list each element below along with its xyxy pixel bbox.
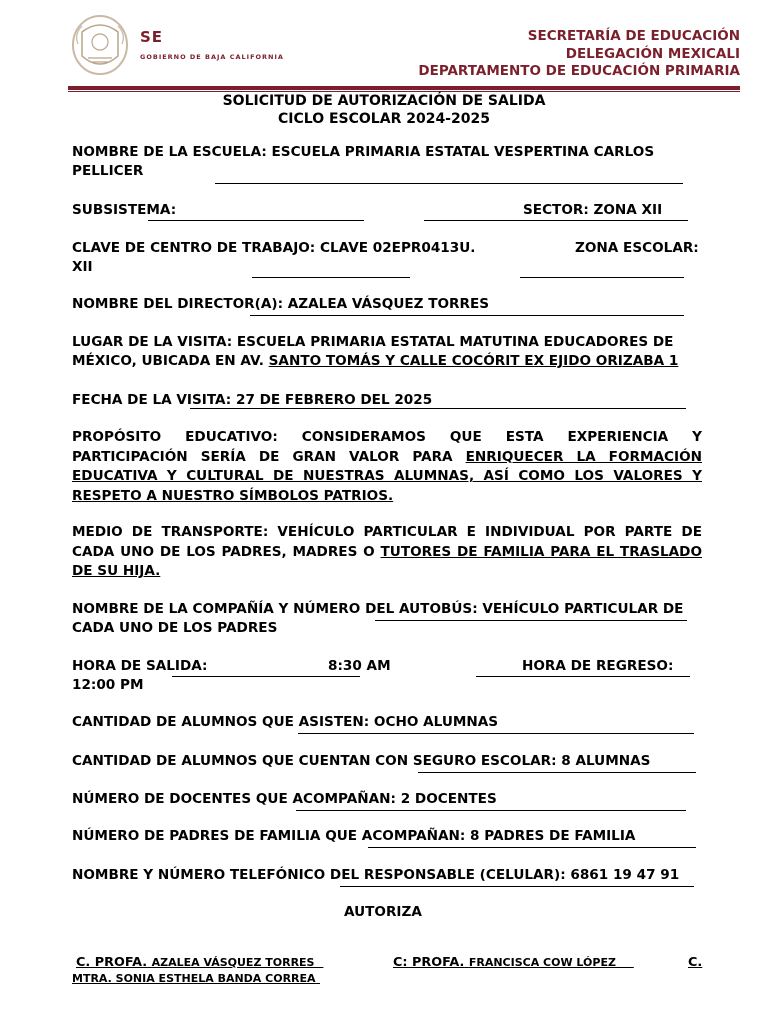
field-director: NOMBRE DEL DIRECTOR(A): AZALEA VÁSQUEZ TORRES bbox=[72, 296, 490, 312]
signature-2-prefix: C: PROFA. bbox=[393, 955, 465, 970]
dept-line-3: DEPARTAMENTO DE EDUCACIÓN PRIMARIA bbox=[418, 63, 740, 79]
dept-line-1: SECRETARÍA DE EDUCACIÓN bbox=[527, 28, 740, 44]
document-subtitle: CICLO ESCOLAR 2024-2025 bbox=[278, 111, 490, 127]
state-seal-logo bbox=[70, 14, 130, 76]
underline-return bbox=[476, 676, 690, 677]
purpose-text: PROPÓSITO EDUCATIVO: CONSIDERAMOS QUE ESTA EXPERIENCIA Y PARTICIPACIÓN SERÍA DE GRAN VALOR PARA bbox=[72, 429, 702, 465]
signature-1 bbox=[76, 954, 323, 971]
field-responsible: NOMBRE Y NÚMERO TELEFÓNICO DEL RESPONSABLE (CELULAR): 6861 19 47 91 bbox=[72, 867, 680, 883]
field-purpose bbox=[72, 428, 702, 506]
field-departure-value: 8:30 AM bbox=[328, 658, 391, 674]
field-bus-1: NOMBRE DE LA COMPAÑÍA Y NÚMERO DEL AUTOBÚS: VEHÍCULO PARTICULAR DE bbox=[72, 601, 684, 617]
department-block bbox=[418, 28, 740, 81]
purpose-text-underlined: ENRIQUECER LA FORMACIÓN EDUCATIVA Y CULTURAL DE NUESTRAS ALUMNAS, ASÍ COMO LOS VALORES Y RESPETO A NUESTRO SÍMBOLOS PATRIOS. bbox=[72, 448, 702, 504]
document-title-block bbox=[0, 92, 768, 128]
underline-insured bbox=[418, 772, 696, 773]
underline-school bbox=[215, 183, 683, 184]
transport-text: MEDIO DE TRANSPORTE: VEHÍCULO PARTICULAR E INDIVIDUAL POR PARTE DE CADA UNO DE LOS PADRES, MADRES O bbox=[72, 524, 702, 560]
underline-subsystem bbox=[148, 220, 364, 221]
dept-line-2: DELEGACIÓN MEXICALI bbox=[565, 45, 740, 62]
signature-1-name: AZALEA VÁSQUEZ TORRES bbox=[151, 956, 315, 969]
signature-3-name-text: MTRA. SONIA ESTHELA BANDA CORREA bbox=[72, 972, 316, 985]
se-logo-text: SE bbox=[140, 28, 164, 46]
underline-zona bbox=[520, 277, 684, 278]
field-return-label: HORA DE REGRESO: bbox=[522, 658, 674, 674]
field-bus-2: CADA UNO DE LOS PADRES bbox=[72, 620, 278, 636]
signature-3-prefix bbox=[688, 954, 702, 971]
visit-place-address: SANTO TOMÁS Y CALLE COCÓRIT EX EJIDO ORIZABA 1 bbox=[268, 353, 679, 369]
field-visit-place-1: LUGAR DE LA VISITA: ESCUELA PRIMARIA ESTATAL MATUTINA EDUCADORES DE bbox=[72, 334, 674, 350]
signature-1-prefix: C. PROFA. bbox=[76, 955, 148, 970]
field-zona-value: XII bbox=[72, 259, 93, 275]
field-school: NOMBRE DE LA ESCUELA: ESCUELA PRIMARIA ESTATAL VESPERTINA CARLOS bbox=[72, 144, 655, 160]
header-divider bbox=[68, 86, 740, 90]
authorize-heading: AUTORIZA bbox=[344, 904, 422, 920]
field-subsystem: SUBSISTEMA: bbox=[72, 202, 177, 218]
field-students: CANTIDAD DE ALUMNOS QUE ASISTEN: OCHO ALUMNAS bbox=[72, 714, 499, 730]
field-sector: SECTOR: ZONA XII bbox=[523, 202, 663, 218]
underline-director bbox=[250, 315, 684, 316]
signature-3-name bbox=[72, 970, 320, 987]
underline-departure bbox=[172, 676, 360, 677]
document-header bbox=[0, 0, 768, 92]
underline-visit-date bbox=[190, 408, 686, 409]
underline-students bbox=[298, 733, 694, 734]
se-logo-subtext: GOBIERNO DE BAJA CALIFORNIA bbox=[140, 53, 284, 61]
underline-responsible bbox=[340, 886, 694, 887]
field-clave: CLAVE DE CENTRO DE TRABAJO: CLAVE 02EPR0413U. bbox=[72, 240, 476, 256]
field-parents: NÚMERO DE PADRES DE FAMILIA QUE ACOMPAÑAN: 8 PADRES DE FAMILIA bbox=[72, 828, 636, 844]
signature-2 bbox=[393, 954, 634, 971]
visit-place-prefix: MÉXICO, UBICADA EN AV. bbox=[72, 353, 269, 369]
field-transport bbox=[72, 523, 702, 582]
transport-text-underlined: TUTORES DE FAMILIA PARA EL TRASLADO DE SU HIJA. bbox=[72, 543, 703, 579]
underline-parents bbox=[368, 847, 696, 848]
document-title: SOLICITUD DE AUTORIZACIÓN DE SALIDA bbox=[222, 93, 546, 109]
signature-3-prefix-text: C. bbox=[688, 955, 703, 970]
field-visit-date: FECHA DE LA VISITA: 27 DE FEBRERO DEL 2025 bbox=[72, 392, 433, 408]
field-return-value: 12:00 PM bbox=[72, 677, 144, 693]
underline-teachers bbox=[296, 810, 686, 811]
field-zona-label: ZONA ESCOLAR: bbox=[575, 240, 699, 256]
underline-bus bbox=[375, 620, 687, 621]
signature-2-name: FRANCISCA COW LÓPEZ bbox=[468, 956, 616, 969]
field-visit-place-2 bbox=[72, 352, 678, 372]
field-departure-label: HORA DE SALIDA: bbox=[72, 658, 208, 674]
field-school-cont: PELLICER bbox=[72, 163, 144, 179]
field-insured: CANTIDAD DE ALUMNOS QUE CUENTAN CON SEGURO ESCOLAR: 8 ALUMNAS bbox=[72, 753, 651, 769]
field-teachers: NÚMERO DE DOCENTES QUE ACOMPAÑAN: 2 DOCENTES bbox=[72, 791, 497, 807]
underline-clave bbox=[252, 277, 410, 278]
